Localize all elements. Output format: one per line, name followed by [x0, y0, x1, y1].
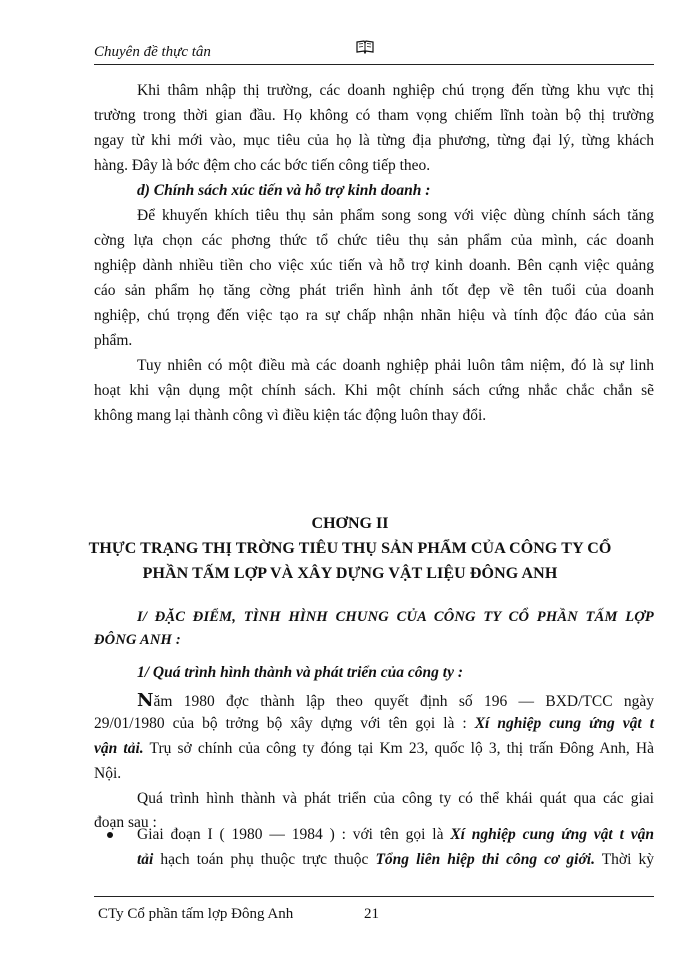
subheading-d: d) Chính sách xúc tiến và hỗ trợ kinh doanh : [137, 182, 431, 199]
para4-line1: Năm 1980 đợc thành lập theo quyết định số 196 — BXD/TCC ngày [137, 690, 654, 711]
para1-line4: hàng. Đây là bớc đệm cho các bớc tiến công tiếp theo. [94, 157, 431, 174]
para2-line3: nghiệp dành nhiều tiền cho việc xúc tiến và hỗ trợ kinh doanh. Bên cạnh việc quảng [94, 257, 654, 274]
para2-line4: cáo sản phẩm họ tăng cờng phát triển hình ảnh tốt đẹp về tên tuổi của doanh [94, 282, 654, 299]
para1-line1: Khi thâm nhập thị trường, các doanh nghiệp chú trọng đến từng khu vực thị [137, 82, 654, 99]
para2-line2: cờng lựa chọn các phơng thức tổ chức tiêu thụ sản phẩm của mình, các doanh [94, 232, 654, 249]
para5-line1: Quá trình hình thành và phát triển của công ty có thể khái quát qua các giai [137, 790, 654, 807]
para4-line4: Nội. [94, 765, 122, 782]
para1-line3: ngay từ khi mới vào, mục tiêu của họ là từng địa phương, từng đại lý, từng khách [94, 132, 654, 149]
dropcap: N [137, 690, 154, 711]
para3-line1: Tuy nhiên có một điều mà các doanh nghiệp phải luôn tâm niệm, đó là sự linh [137, 357, 654, 374]
para5-line2: đoạn sau : [94, 814, 157, 831]
para3-line2: hoạt khi vận dụng một chính sách. Khi một chính sách cứng nhắc chắc chắn sẽ [94, 382, 654, 399]
para2-line5: nghiệp, chú trọng đến việc tạo ra sự chấp nhận nhãn hiệu và tính độc đáo của sản [94, 307, 654, 324]
book-icon [356, 40, 374, 54]
para1-line2: trường trong thời gian đầu. Họ không có tham vọng chiếm lĩnh toàn bộ thị trường [94, 107, 654, 124]
footer-company: CTy Cổ phần tấm lợp Đông Anh [98, 906, 294, 922]
bullet1-line2: tải hạch toán phụ thuộc trực thuộc Tổng liên hiệp thi công cơ giới. Thời kỳ [137, 851, 654, 868]
para2-line6: phẩm. [94, 332, 133, 349]
section1-heading-line1: I/ ĐẶC ĐIỂM, TÌNH HÌNH CHUNG CỦA CÔNG TY CỔ PHẦN TẤM LỢP [137, 609, 654, 625]
page-number: 21 [364, 906, 379, 922]
header-rule [94, 64, 654, 65]
section1-heading-line2: ĐÔNG ANH : [94, 632, 181, 648]
para3-line3: không mang lại thành công vì điều kiện tác động luôn thay đổi. [94, 407, 487, 424]
chapter-label: CHƠNG II [311, 515, 389, 532]
bullet-dot [107, 832, 113, 838]
page-header-title: Chuyên đề thực tân [94, 44, 211, 60]
subsection1-heading: 1/ Quá trình hình thành và phát triển của công ty : [137, 664, 464, 681]
para2-line1: Để khuyến khích tiêu thụ sản phẩm song song với việc dùng chính sách tăng [137, 207, 654, 224]
para4-line2: 29/01/1980 của bộ trởng bộ xây dựng với tên gọi là : Xí nghiệp cung ứng vật t [94, 715, 654, 732]
bullet1-line1: Giai đoạn I ( 1980 — 1984 ) : với tên gọi là Xí nghiệp cung ứng vật t vận [137, 826, 654, 843]
footer-rule [94, 896, 654, 897]
para4-line3: vận tải. Trụ sở chính của công ty đóng tại Km 23, quốc lộ 3, thị trấn Đông Anh, Hà [94, 740, 654, 757]
chapter-title-line2: PHẦN TẤM LỢP VÀ XÂY DỰNG VẬT LIỆU ĐÔNG ANH [142, 565, 558, 582]
chapter-title-line1: THỰC TRẠNG THỊ TRỜNG TIÊU THỤ SẢN PHẨM CỦA CÔNG TY CỔ [88, 540, 612, 557]
